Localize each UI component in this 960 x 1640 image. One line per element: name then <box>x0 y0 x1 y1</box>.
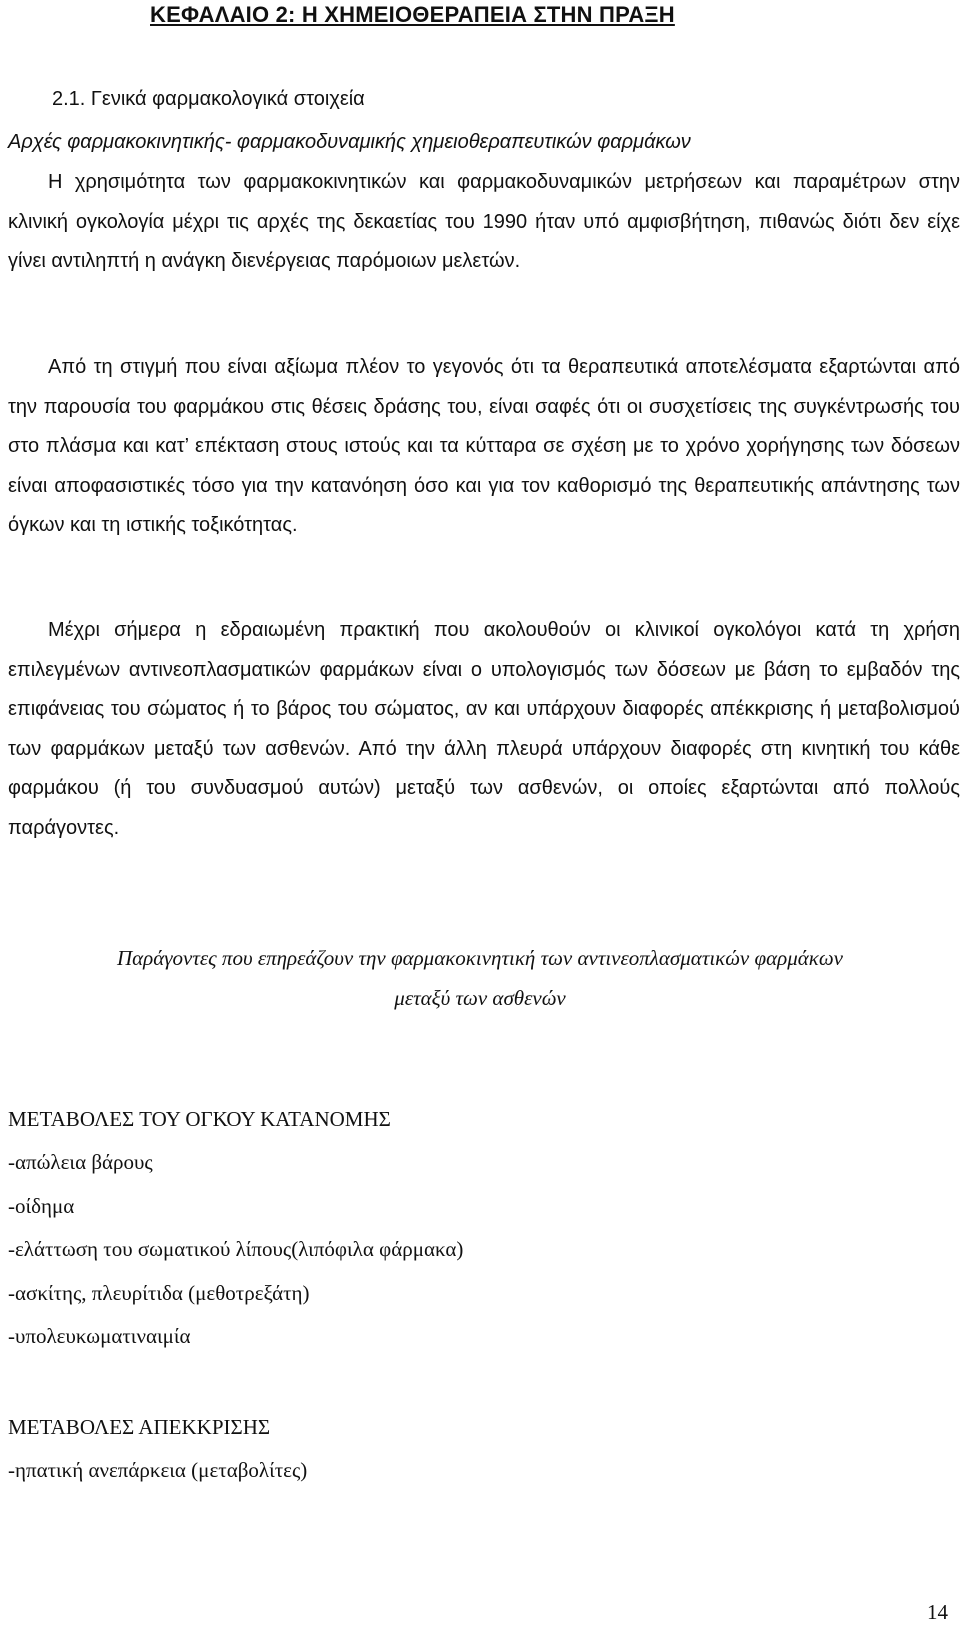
page-number: 14 <box>927 1600 948 1624</box>
factor-group-excretion <box>8 1405 307 1493</box>
factor-group-heading: ΜΕΤΑΒΟΛΕΣ ΤΟΥ ΟΓΚΟΥ ΚΑΤΑΝΟΜΗΣ <box>8 1107 391 1131</box>
section-title: 2.1. Γενικά φαρμακολογικά στοιχεία <box>52 88 365 110</box>
factor-item: -ασκίτης, πλευρίτιδα (μεθοτρεξάτη) <box>8 1280 310 1305</box>
factor-group-distribution <box>8 1097 463 1359</box>
factors-title <box>0 938 960 1018</box>
paragraph: Η χρησιμότητα των φαρμακοκινητικών και φαρμακοδυναμικών μετρήσεων και παραμέτρων στην κλινική ογκολογία μέχρι τις αρχές της δεκαετίας του 1990 ήταν υπό αμφισβήτηση, πιθανώς διότι δεν είχε γίνει αντιληπτή η ανάγκη διενέργειας παρόμοιων μελετών. <box>8 171 960 272</box>
subsection-title: Αρχές φαρμακοκινητικής- φαρμακοδυναμικής χημειοθεραπευτικών φαρμάκων <box>8 131 691 153</box>
factors-title-line: μεταξύ των ασθενών <box>394 986 566 1010</box>
factor-item: -ελάττωση του σωματικού λίπους(λιπόφιλα φάρμακα) <box>8 1237 464 1262</box>
chapter-title: ΚΕΦΑΛΑΙΟ 2: Η ΧΗΜΕΙΟΘΕΡΑΠΕΙΑ ΣΤΗΝ ΠΡΑΞΗ <box>150 2 675 27</box>
factor-group-heading: ΜΕΤΑΒΟΛΕΣ ΑΠΕΚΚΡΙΣΗΣ <box>8 1415 271 1439</box>
factor-item: -ηπατική ανεπάρκεια (μεταβολίτες) <box>8 1458 308 1482</box>
factors-title-line: Παράγοντες που επηρεάζουν την φαρμακοκινητική των αντινεοπλασματικών φαρμάκων <box>116 946 843 970</box>
factor-item: -απώλεια βάρους <box>8 1150 153 1174</box>
factor-item: -υπολευκωματιναιμία <box>8 1324 191 1349</box>
factor-list <box>8 1449 307 1493</box>
factor-list <box>8 1141 463 1359</box>
paragraph: Από τη στιγμή που είναι αξίωμα πλέον το γεγονός ότι τα θεραπευτικά αποτελέσματα εξαρτώνται από την παρουσία του φαρμάκου στις θέσεις δράσης του, είναι σαφές ότι οι συσχετίσεις της συγκέντρωσής του στο πλάσμα και κατ’ επέκταση στους ιστούς και τα κύτταρα σε σχέση με το χρόνο χορήγησης των δόσεων είναι αποφασιστικές τόσο για την κατανόηση όσο και για τον καθορισμό της θεραπευτικής απάντησης των όγκων και τη ιστικής τοξικότητας. <box>8 356 960 536</box>
paragraph: Μέχρι σήμερα η εδραιωμένη πρακτική που ακολουθούν οι κλινικοί ογκολόγοι κατά τη χρήση επιλεγμένων αντινεοπλασματικών φαρμάκων είναι ο υπολογισμός των δόσεων με βάση το εμβαδόν της επιφάνειας του σώματος ή το βάρος του σώματος, αν και υπάρχουν διαφορές απέκκρισης ή μεταβολισμού των φαρμάκων μεταξύ των ασθενών. Από την άλλη πλευρά υπάρχουν διαφορές στη κινητική του κάθε φαρμάκου (ή του συνδυασμού αυτών) μεταξύ των ασθενών, οι οποίες εξαρτώνται από πολλούς παράγοντες. <box>8 619 960 839</box>
factor-item: -οίδημα <box>8 1193 75 1218</box>
